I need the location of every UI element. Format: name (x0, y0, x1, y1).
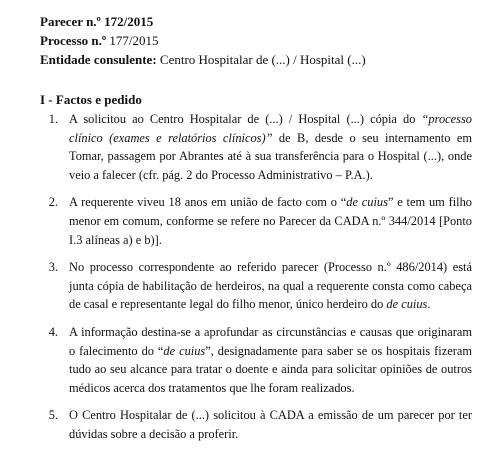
item-number: 3. (48, 260, 58, 275)
list-item: 4. A informação destina-se a aprofundar as circunstâncias e causas que originaram o falecimento do “de cuius”, designadamente para saber se os hospitais fizeram tudo ao seu alcance para tratar o doente e ainda para solicitar opiniões de outros médicos acerca dos tratamentos que lhe foram realizados. (40, 323, 472, 397)
entidade-consulente (40, 50, 472, 69)
entidade-value: Centro Hospitalar de (...) / Hospital (...) (156, 52, 366, 67)
document-page (40, 12, 472, 453)
item-number: 5. (48, 408, 58, 423)
parecer-number (40, 12, 472, 31)
item-number: 1. (48, 112, 58, 126)
italic-term: de cuius (163, 343, 206, 358)
parecer-label: Parecer n.º 172/2015 (40, 14, 154, 29)
list-item: 2. A requerente viveu 18 anos em união de facto com o “de cuius” e tem um filho menor em comum, conforme se refere no Parecer da CADA n.º 344/2014 [Ponto I.3 alíneas a) e b)]. (40, 193, 472, 249)
list-item: 3. No processo correspondente ao referido parecer (Processo n.º 486/2014) está junta cópia de habilitação de herdeiros, na qual a requerente consta como cabeça de casal e representante legal do filho menor, único herdeiro do de cuius. (40, 258, 472, 314)
processo-number (40, 31, 472, 50)
facts-list (40, 110, 472, 444)
list-item: 5. O Centro Hospitalar de (...) solicitou à CADA a emissão de um parecer por ter dúvidas sobre a decisão a proferir. (40, 406, 472, 443)
item-number: 2. (48, 195, 58, 210)
italic-term: “processo clínico (exames e relatórios clínicos)” (69, 112, 472, 145)
processo-label: Processo n.º (40, 33, 107, 48)
item-number: 4. (48, 324, 58, 339)
list-item: 1. A solicitou ao Centro Hospitalar de (...) / Hospital (...) cópia do “processo clínico (exames e relatórios clínicos)” de B, desde o seu internamento em Tomar, passagem por Abrantes até à sua transferência para o Hospital (...), onde veio a falecer (cfr. pág. 2 do Processo Administrativo – P.A.). (40, 110, 472, 184)
italic-term: de cuius (386, 297, 428, 312)
entidade-label: Entidade consulente: (40, 52, 157, 67)
processo-value: 177/2015 (106, 33, 159, 48)
italic-term: de cuius (346, 195, 388, 210)
section-title: I - Factos e pedido (40, 92, 142, 107)
